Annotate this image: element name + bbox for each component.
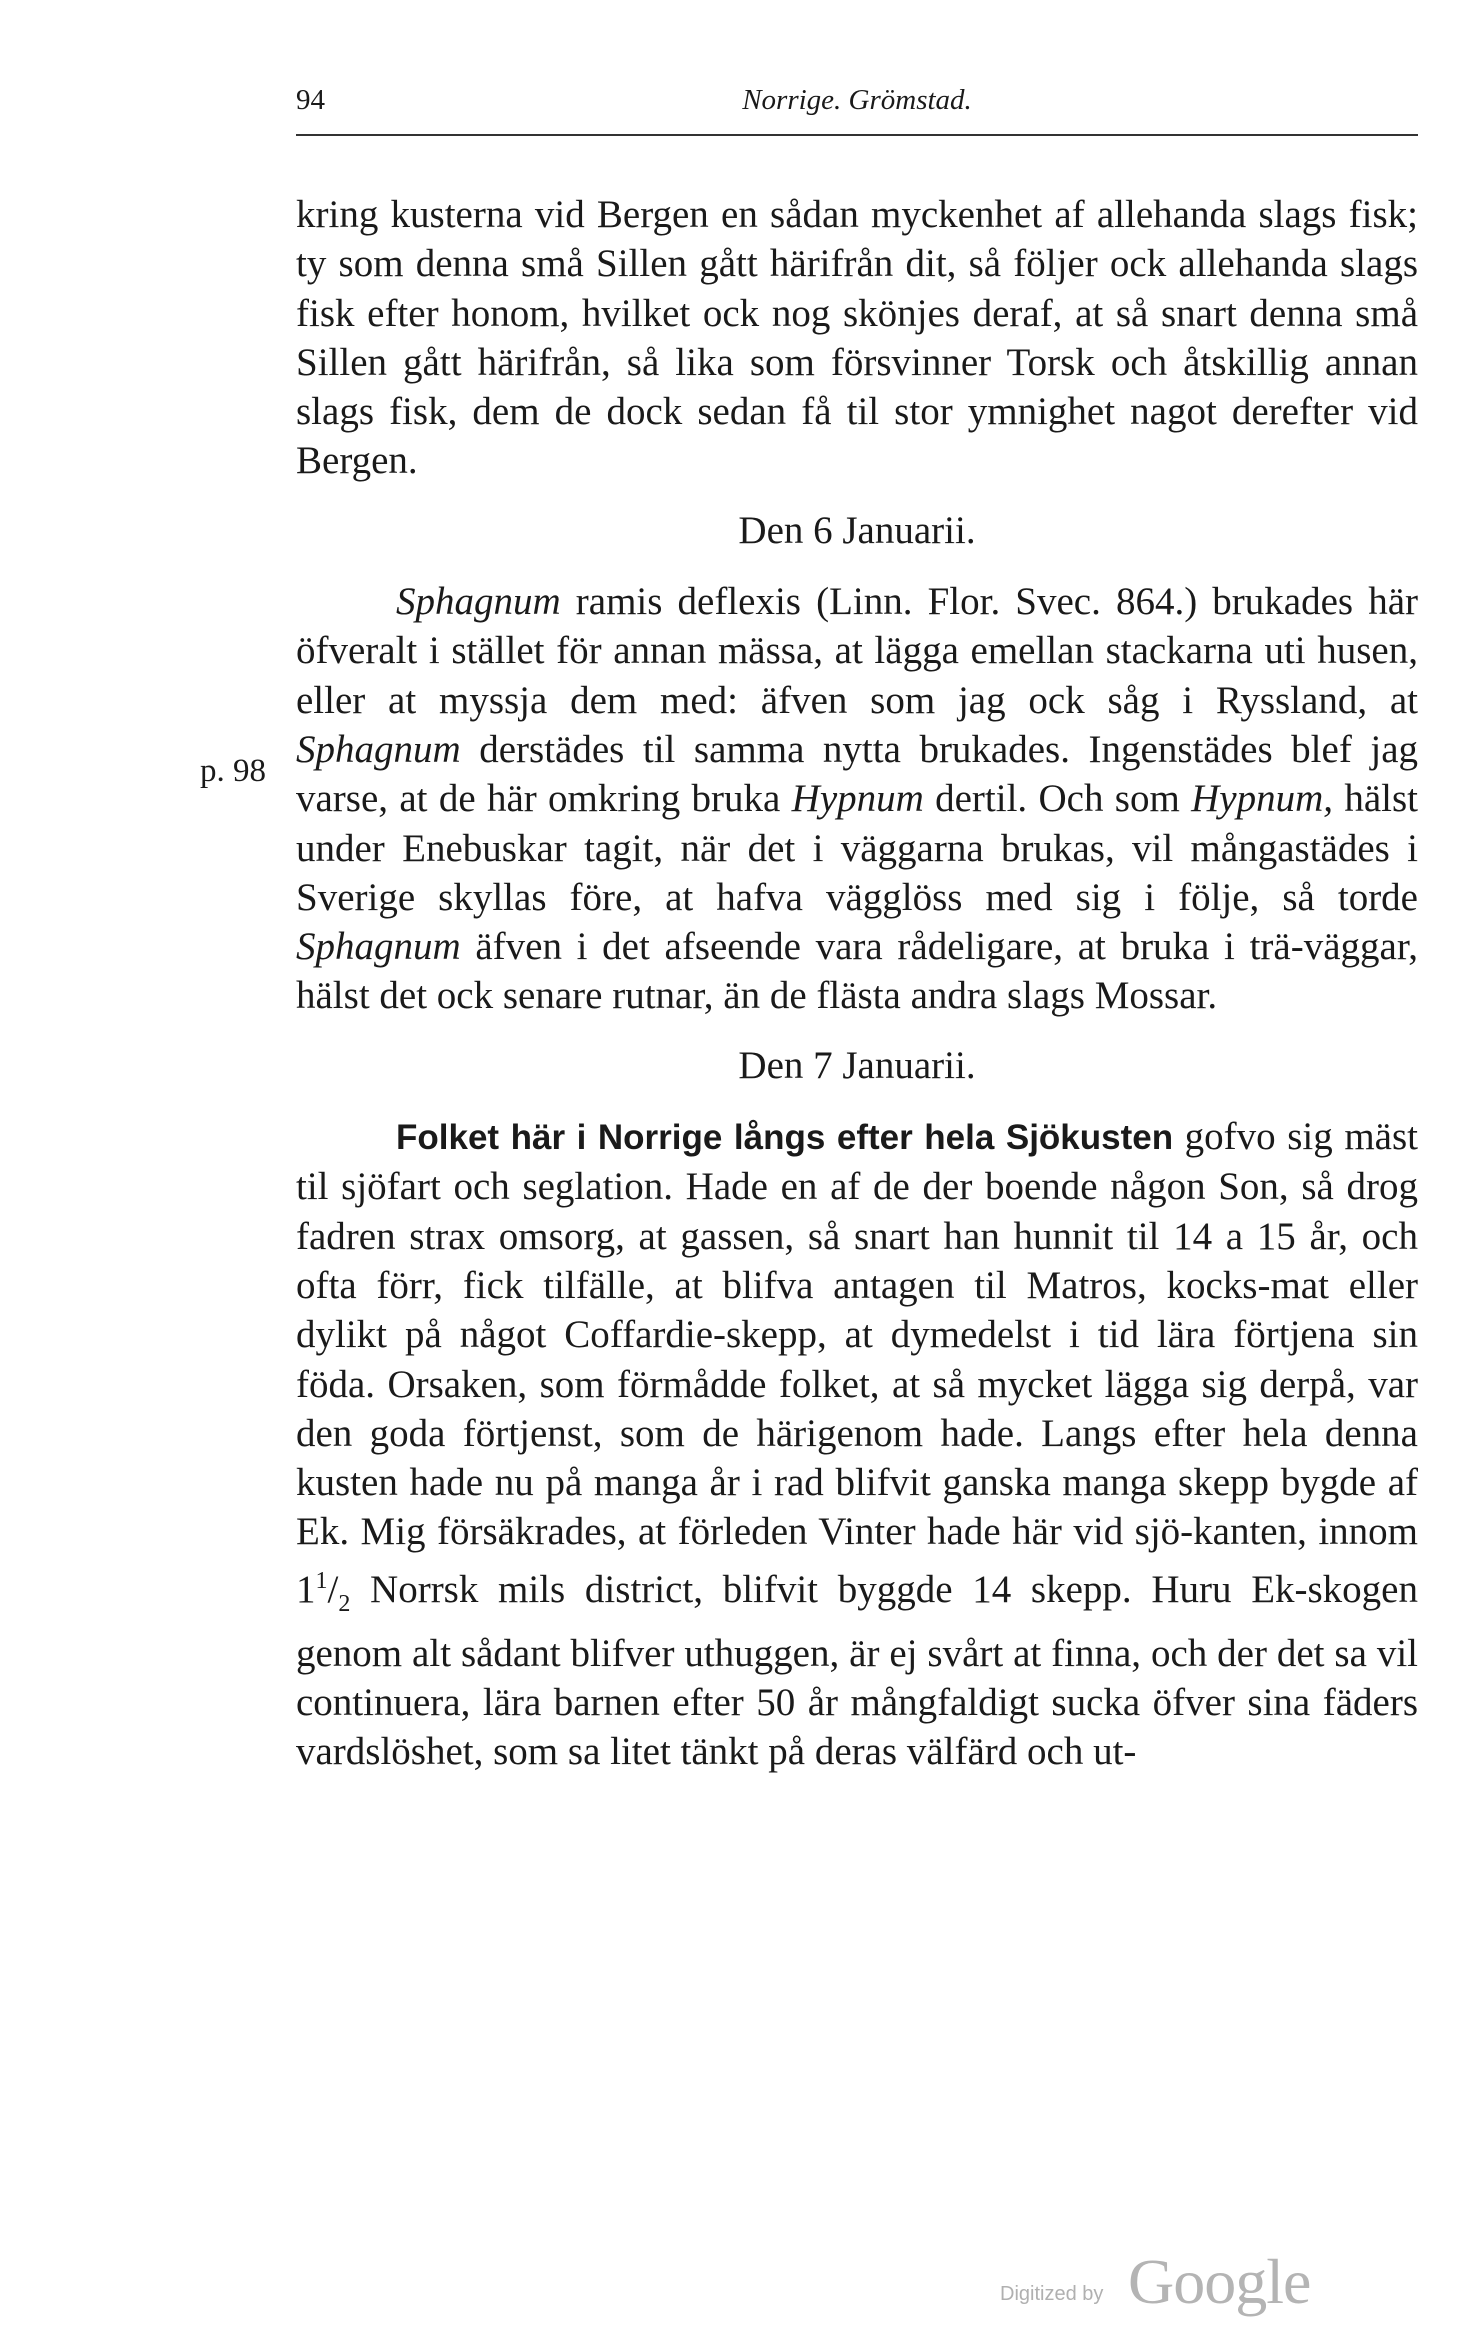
bold-lead-phrase: Folket här i Norrige långs efter hela Sjökusten	[396, 1118, 1174, 1158]
digitized-by-text: Digitized by	[1000, 2283, 1104, 2305]
italic-term: Sphagnum	[296, 925, 461, 969]
running-header	[296, 84, 1418, 136]
italic-term: Sphagnum	[396, 580, 561, 624]
running-title: Norrige. Grömstad.	[742, 84, 972, 116]
italic-term: Hypnum	[791, 777, 924, 821]
digitized-watermark	[1000, 2245, 1330, 2315]
date-heading-2: Den 7 Januarii.	[738, 1043, 976, 1087]
italic-term: Sphagnum	[296, 727, 461, 771]
google-logo: Google	[1128, 2246, 1311, 2317]
margin-page-reference: p. 98	[200, 753, 266, 789]
date-heading-1: Den 6 Januarii.	[738, 508, 976, 552]
page-number: 94	[296, 84, 325, 116]
italic-term: Hypnum,	[1191, 777, 1334, 821]
paragraph-3: Folket här i Norrige långs efter hela Sjökusten gofvo sig mäst til sjöfart och seglation. Hade en af de der boende någon Son, så drog fadren strax omsorg, at gassen, så snart han hunnit til 14 a 15 år, och ofta förr, fick tilfälle, at blifva antagen til Matros, kocks-mat eller dylikt på något Coffardie-skepp, at dymedelst i tid lära förtjena sin föda. Orsaken, som förmådde folket, at så mycket lägga sig derpå, var den goda förtjenst, som de härigenom hade. Langs efter hela denna kusten hade nu på manga år i rad blifvit ganska manga skepp bygde af Ek. Mig försäkrades, at förleden Vinter hade här vid sjö-kanten, innom $1^1/_2$ Norrsk mils district, blifvit byggde 14 skepp. Huru Ek-skogen genom alt sådant blifver uthuggen, är ej svårt at finna, och der det sa vil continuera, lära barnen efter 50 år mångfaldigt sucka öfver sina fäders vardslöshet, som sa litet tänkt på deras välfärd och ut-	[296, 1115, 1418, 1774]
paragraph-2: Sphagnum ramis deflexis (Linn. Flor. Svec. 864.) brukades här öfveralt i stället för annan mässa, at lägga emellan stackarna uti husen, eller at myssja dem med: äfven som jag ock såg i Ryssland, at Sphagnum derstädes til samma nytta brukades. Ingenstädes blef jag varse, at de här omkring bruka Hypnum dertil. Och som Hypnum, hälst under Enebuskar tagit, när det i väggarna brukas, vil mångastädes i Sverige skyllas före, at hafva vägglöss med sig i följe, så torde Sphagnum äfven i det afseende vara rådeligare, at bruka i trä-väggar, hälst det ock senare rutnar, än de flästa andra slags Mossar.	[296, 580, 1418, 1018]
header-rule	[296, 134, 1418, 136]
paragraph-1: kring kusterna vid Bergen en sådan myckenhet af allehanda slags fisk; ty som denna små Sillen gått härifrån dit, så följer ock allehanda slags fisk efter honom, hvilket ock nog skönjes deraf, at så snart denna små Sillen gått härifrån, så lika som försvinner Torsk och åtskillig annan slags fisk, dem de dock sedan få til stor ymnighet nagot derefter vid Bergen.	[296, 193, 1418, 483]
fraction: $1^1/_2$	[296, 1567, 351, 1617]
page-body	[296, 190, 1418, 1777]
